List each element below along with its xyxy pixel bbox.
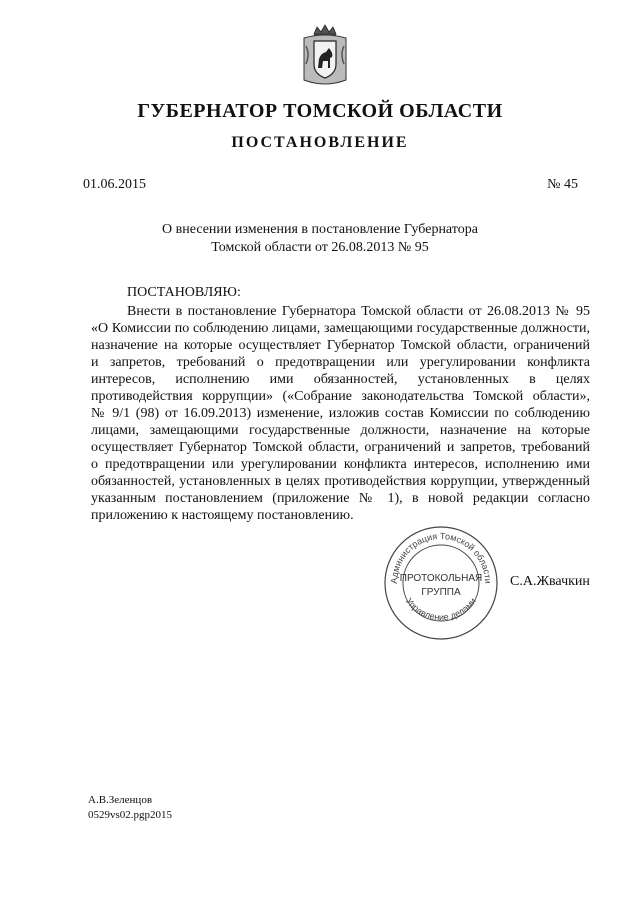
decree-word: ПОСТАНОВЛЯЮ:	[127, 285, 241, 300]
signer-name: С.А.Жвачкин	[510, 574, 590, 589]
official-stamp	[383, 525, 500, 642]
issuing-authority-heading: ГУБЕРНАТОР ТОМСКОЙ ОБЛАСТИ	[137, 100, 503, 122]
body-line: лицами, замещающими государственные должности, назначение на которые	[91, 423, 590, 438]
body-line: «О Комиссии по соблюдению лицами, замещающими государственные должности,	[91, 321, 590, 336]
body-line: о предотвращении или урегулировании конфликта интересов, исполнению ими	[91, 457, 590, 472]
executor-name: А.В.Зеленцов	[88, 794, 153, 806]
coat-of-arms-emblem	[300, 24, 350, 88]
subject-line: Томской области от 26.08.2013 № 95	[211, 240, 429, 255]
body-line: осуществляет Губернатор Томской области, ограничений и запретов, требований	[91, 440, 590, 455]
stamp-center-text: ГРУППА	[421, 587, 461, 598]
stamp-center-text: ПРОТОКОЛЬНАЯ	[399, 573, 483, 584]
document-subject	[0, 221, 640, 257]
body-line: назначение на которые осуществляет Губернатор Томской области, ограничений	[91, 338, 590, 353]
file-code: 0529vs02.pgp2015	[88, 809, 173, 821]
decree-body	[91, 303, 590, 524]
stamp-seal-icon	[383, 525, 500, 642]
body-line: и запретов, требований о предотвращении или урегулировании конфликта	[91, 355, 590, 370]
body-line: приложению к настоящему постановлению.	[91, 508, 354, 523]
subject-line: О внесении изменения в постановление Губернатора	[162, 222, 478, 237]
stamp-ring-bottom-text: Управление делами	[403, 596, 479, 623]
body-line: обязанностей, установленных в целях противодействия коррупции, утвержденный	[91, 474, 590, 489]
document-number: № 45	[547, 177, 578, 192]
body-line: Внести в постановление Губернатора Томской области от 26.08.2013 № 95	[127, 304, 590, 319]
body-line: интересов, исполнению ими обязанностей, установленных в целях	[91, 372, 590, 387]
date-number-line	[83, 177, 578, 193]
document-date: 01.06.2015	[83, 177, 146, 192]
document-type-heading: ПОСТАНОВЛЕНИЕ	[231, 134, 409, 151]
body-line: противодействия коррупции» («Собрание законодательства Томской области»,	[91, 389, 590, 404]
body-line: указанным постановлением (приложение № 1), в новой редакции согласно	[91, 491, 590, 506]
coat-of-arms-icon	[300, 24, 350, 88]
footer-executor-block	[88, 793, 172, 823]
svg-text:Управление делами	[404, 596, 478, 622]
body-line: № 9/1 (98) от 16.09.2013) изменение, изложив состав Комиссии по соблюдению	[91, 406, 590, 421]
stamp-ring-top-text: Администрация Томской области	[388, 530, 494, 584]
